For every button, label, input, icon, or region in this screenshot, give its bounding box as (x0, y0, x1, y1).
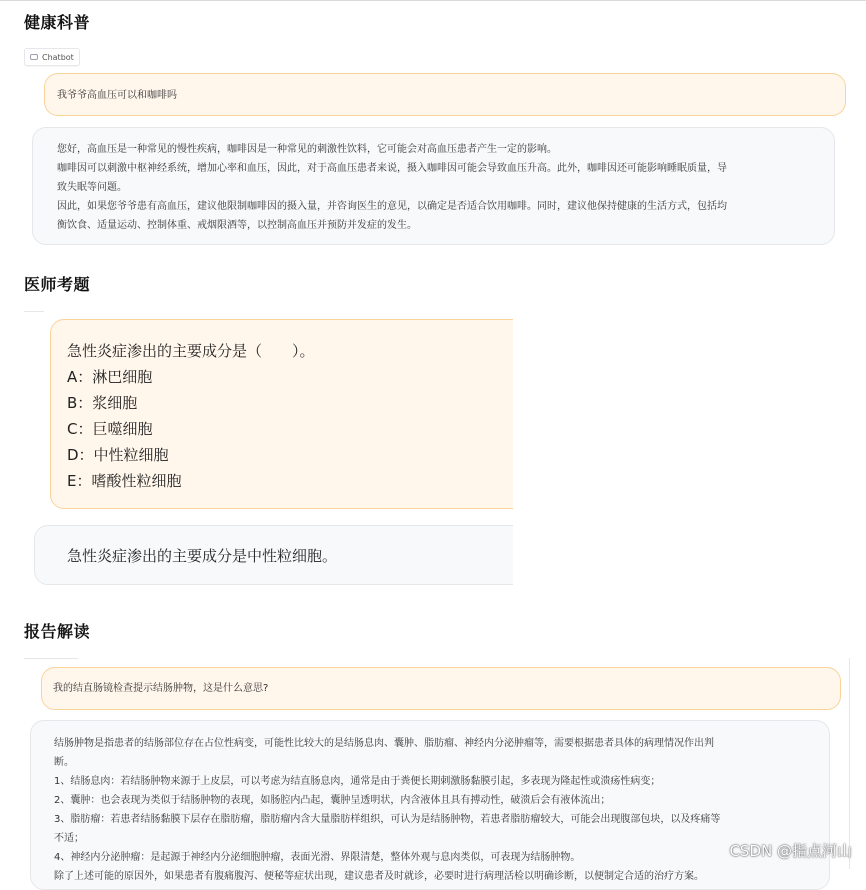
report-answer-text (54, 734, 824, 886)
exam-question-block (67, 338, 315, 494)
health-answer-line: 因此，如果您爷爷患有高血压，建议他限制咖啡因的摄入量，并咨询医生的意见，以确定是否适合饮用咖啡。同时，建议他保持健康的生活方式，包括均 (57, 201, 727, 212)
health-answer-line: 致失眠等问题。 (57, 182, 127, 193)
exam-bot-message (34, 525, 513, 585)
report-answer-line: 断。 (54, 757, 74, 768)
report-panel-edge (24, 658, 78, 659)
report-answer-line: 1、结肠息肉：若结肠肿物来源于上皮层，可以考虑为结直肠息肉，通常是由于粪便长期刺激肠黏膜引起，多表现为隆起性或溃疡性病变； (54, 776, 661, 787)
exam-panel-edge (24, 311, 44, 312)
health-question-text: 我爷爷高血压可以和咖啡吗 (57, 90, 177, 101)
report-user-message (41, 667, 841, 710)
exam-option-a: A：淋巴细胞 (67, 368, 153, 386)
report-answer-line: 结肠肿物是指患者的结肠部位存在占位性病变，可能性比较大的是结肠息肉、囊肿、脂肪瘤、神经内分泌肿瘤等，需要根据患者具体的病理情况作出判 (54, 738, 714, 749)
report-answer-line: 2、囊肿：也会表现为类似于结肠肿物的表现，如肠腔内凸起，囊肿呈透明状，内含液体且具有搏动性，破溃后会有液体流出； (54, 795, 611, 806)
report-answer-line: 4、神经内分泌肿瘤：是起源于神经内分泌细胞肿瘤，表面光滑、界限清楚，整体外观与息肉类似，可表现为结肠肿物。 (54, 852, 581, 863)
report-question-text: 我的结直肠镜检查提示结肠肿物，这是什么意思? (53, 683, 269, 694)
health-answer-line: 咖啡因可以刺激中枢神经系统，增加心率和血压，因此，对于高血压患者来说，摄入咖啡因可能会导致血压升高。此外，咖啡因还可能影响睡眠质量，导 (57, 163, 727, 174)
section-title-exam: 医师考题 (24, 275, 91, 294)
csdn-watermark: CSDN @指点河山 (729, 842, 852, 860)
report-bot-message (30, 720, 830, 890)
top-divider (0, 0, 866, 1)
report-answer-line: 不适； (54, 833, 84, 844)
report-answer-line: 除了上述可能的原因外，如果患者有腹痛腹泻、便秘等症状出现，建议患者及时就诊，必要时进行病理活检以明确诊断，以便制定合适的治疗方案。 (54, 871, 704, 882)
report-answer-line: 3、脂肪瘤：若患者结肠黏膜下层存在脂肪瘤，脂肪瘤内含大量脂肪样组织，可认为是结肠肿物，若患者脂肪瘤较大，可能会出现腹部包块，以及疼痛等 (54, 814, 721, 825)
chat-bubble-icon (30, 54, 38, 60)
section-title-report: 报告解读 (24, 622, 91, 641)
exam-option-c: C：巨噬细胞 (67, 420, 153, 438)
chatbot-badge-label: Chatbot (42, 52, 74, 62)
exam-option-d: D：中性粒细胞 (67, 446, 169, 464)
health-answer-line: 衡饮食、适量运动、控制体重、戒烟限酒等，以控制高血压并预防并发症的发生。 (57, 220, 417, 231)
section-title-health: 健康科普 (24, 13, 91, 32)
exam-answer-text: 急性炎症渗出的主要成分是中性粒细胞。 (67, 547, 338, 565)
exam-option-b: B：浆细胞 (67, 394, 138, 412)
report-panel-right-edge (849, 658, 850, 869)
health-answer-text (57, 140, 829, 235)
exam-user-message (50, 319, 513, 509)
health-user-message (44, 73, 846, 116)
exam-option-e: E：嗜酸性粒细胞 (67, 472, 182, 490)
chatbot-badge (24, 48, 80, 66)
health-answer-line: 您好，高血压是一种常见的慢性疾病，咖啡因是一种常见的刺激性饮料，它可能会对高血压患者产生一定的影响。 (57, 144, 557, 155)
exam-question-text: 急性炎症渗出的主要成分是（ ）。 (67, 342, 315, 360)
health-bot-message (32, 127, 835, 245)
exam-panel (24, 318, 513, 588)
